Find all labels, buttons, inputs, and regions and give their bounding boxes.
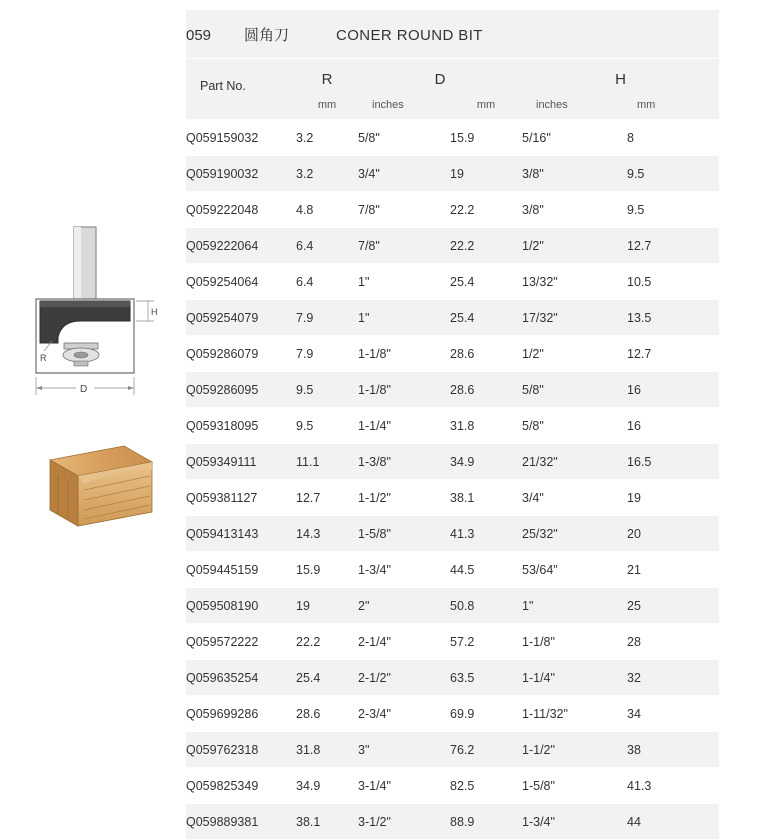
table-row[interactable] xyxy=(186,264,719,300)
cell-part-no: Q059762318 xyxy=(186,732,296,768)
cell-r-mm: 7.9 xyxy=(296,336,358,372)
cell-h-mm: 12.7 xyxy=(627,228,719,264)
cell-d-mm: 38.1 xyxy=(450,480,522,516)
cell-d-inches: 3" xyxy=(358,732,450,768)
cell-h-mm: 19 xyxy=(627,480,719,516)
cell-h-inches: 3/8" xyxy=(522,192,627,228)
cell-h-inches: 1-11/32" xyxy=(522,696,627,732)
cell-part-no: Q059349111 xyxy=(186,444,296,480)
cell-part-no: Q059635254 xyxy=(186,660,296,696)
table-row[interactable] xyxy=(186,804,719,840)
table-row[interactable] xyxy=(186,660,719,696)
header-h-mm: mm xyxy=(637,99,656,111)
cell-part-no: Q059254064 xyxy=(186,264,296,300)
cell-d-inches: 1-1/4" xyxy=(358,408,450,444)
cell-d-mm: 22.2 xyxy=(450,192,522,228)
cell-d-inches: 1-1/8" xyxy=(358,372,450,408)
cell-r-mm: 34.9 xyxy=(296,768,358,804)
cell-d-mm: 28.6 xyxy=(450,372,522,408)
header-d-inches: inches xyxy=(372,99,404,111)
cell-h-inches: 1-5/8" xyxy=(522,768,627,804)
cell-d-inches: 7/8" xyxy=(358,192,450,228)
cell-h-inches: 21/32" xyxy=(522,444,627,480)
cell-r-mm: 25.4 xyxy=(296,660,358,696)
header-part-no-cell xyxy=(186,59,296,120)
cell-part-no: Q059381127 xyxy=(186,480,296,516)
cell-d-inches: 1" xyxy=(358,300,450,336)
table-row[interactable] xyxy=(186,588,719,624)
cell-d-mm: 76.2 xyxy=(450,732,522,768)
cell-h-inches: 1" xyxy=(522,588,627,624)
svg-text:H: H xyxy=(151,307,158,317)
cell-h-inches: 1/2" xyxy=(522,228,627,264)
cell-part-no: Q059254079 xyxy=(186,300,296,336)
table-row[interactable] xyxy=(186,228,719,264)
table-row[interactable] xyxy=(186,120,719,156)
cell-d-inches: 2-1/2" xyxy=(358,660,450,696)
cell-r-mm: 11.1 xyxy=(296,444,358,480)
header-r-mm: mm xyxy=(317,99,337,111)
cell-h-inches: 53/64" xyxy=(522,552,627,588)
cell-d-inches: 1-3/8" xyxy=(358,444,450,480)
table-row[interactable] xyxy=(186,372,719,408)
cell-r-mm: 6.4 xyxy=(296,264,358,300)
table-row[interactable] xyxy=(186,516,719,552)
cell-d-mm: 50.8 xyxy=(450,588,522,624)
cell-h-mm: 10.5 xyxy=(627,264,719,300)
cell-h-mm: 38 xyxy=(627,732,719,768)
cell-part-no: Q059699286 xyxy=(186,696,296,732)
cell-r-mm: 15.9 xyxy=(296,552,358,588)
cell-h-mm: 25 xyxy=(627,588,719,624)
table-row[interactable] xyxy=(186,192,719,228)
cell-r-mm: 9.5 xyxy=(296,408,358,444)
product-name-en: CONER ROUND BIT xyxy=(336,26,483,44)
cell-d-mm: 28.6 xyxy=(450,336,522,372)
cell-d-inches: 1" xyxy=(358,264,450,300)
cell-h-inches: 1-1/2" xyxy=(522,732,627,768)
header-h: H xyxy=(615,71,626,88)
cell-part-no: Q059889381 xyxy=(186,804,296,840)
cell-part-no: Q059572222 xyxy=(186,624,296,660)
cell-d-mm: 34.9 xyxy=(450,444,522,480)
cell-h-mm: 41.3 xyxy=(627,768,719,804)
table-row[interactable] xyxy=(186,336,719,372)
cell-h-inches: 1/2" xyxy=(522,336,627,372)
cell-d-inches: 3/4" xyxy=(358,156,450,192)
header-part-no: Part No. xyxy=(200,79,246,93)
table-row[interactable] xyxy=(186,624,719,660)
cell-r-mm: 22.2 xyxy=(296,624,358,660)
cell-part-no: Q059190032 xyxy=(186,156,296,192)
cell-d-mm: 25.4 xyxy=(450,264,522,300)
cell-h-mm: 16.5 xyxy=(627,444,719,480)
cell-h-inches: 3/8" xyxy=(522,156,627,192)
cell-h-inches: 1-1/4" xyxy=(522,660,627,696)
cell-part-no: Q059286095 xyxy=(186,372,296,408)
cell-r-mm: 7.9 xyxy=(296,300,358,336)
cell-d-inches: 1-3/4" xyxy=(358,552,450,588)
cell-h-inches: 17/32" xyxy=(522,300,627,336)
table-row[interactable] xyxy=(186,156,719,192)
cell-d-mm: 44.5 xyxy=(450,552,522,588)
cell-r-mm: 31.8 xyxy=(296,732,358,768)
product-code: 059 xyxy=(186,26,212,44)
cell-d-mm: 22.2 xyxy=(450,228,522,264)
cell-d-mm: 69.9 xyxy=(450,696,522,732)
cell-r-mm: 19 xyxy=(296,588,358,624)
cell-d-inches: 2" xyxy=(358,588,450,624)
cell-h-mm: 9.5 xyxy=(627,192,719,228)
cell-h-mm: 32 xyxy=(627,660,719,696)
router-bit-diagram xyxy=(14,225,174,405)
header-r: R xyxy=(321,71,333,88)
cell-h-mm: 44 xyxy=(627,804,719,840)
cell-h-mm: 16 xyxy=(627,408,719,444)
table-row[interactable] xyxy=(186,444,719,480)
cell-h-mm: 28 xyxy=(627,624,719,660)
cell-h-inches: 5/8" xyxy=(522,372,627,408)
cell-part-no: Q059159032 xyxy=(186,120,296,156)
cell-part-no: Q059222064 xyxy=(186,228,296,264)
cell-h-mm: 16 xyxy=(627,372,719,408)
table-row[interactable] xyxy=(186,768,719,804)
cell-h-inches: 13/32" xyxy=(522,264,627,300)
illustration-column xyxy=(0,0,186,820)
svg-text:R: R xyxy=(40,353,47,363)
table-row[interactable] xyxy=(186,552,719,588)
cell-d-mm: 31.8 xyxy=(450,408,522,444)
svg-text:D: D xyxy=(80,384,88,395)
cell-d-inches: 3-1/2" xyxy=(358,804,450,840)
cell-d-inches: 5/8" xyxy=(358,120,450,156)
cell-part-no: Q059445159 xyxy=(186,552,296,588)
wood-profile-illustration xyxy=(28,440,168,540)
header-h-inches: inches xyxy=(536,99,568,111)
cell-h-mm: 21 xyxy=(627,552,719,588)
header-r-cell xyxy=(296,59,358,120)
cell-d-inches: 7/8" xyxy=(358,228,450,264)
cell-r-mm: 3.2 xyxy=(296,120,358,156)
cell-h-inches: 1-1/8" xyxy=(522,624,627,660)
cell-d-mm: 63.5 xyxy=(450,660,522,696)
cell-r-mm: 9.5 xyxy=(296,372,358,408)
table-header-row xyxy=(186,59,719,120)
cell-d-inches: 2-1/4" xyxy=(358,624,450,660)
cell-d-inches: 3-1/4" xyxy=(358,768,450,804)
table-row[interactable] xyxy=(186,300,719,336)
cell-r-mm: 12.7 xyxy=(296,480,358,516)
cell-part-no: Q059286079 xyxy=(186,336,296,372)
table-row[interactable] xyxy=(186,408,719,444)
spec-table xyxy=(186,10,719,840)
cell-d-inches: 1-1/8" xyxy=(358,336,450,372)
header-d-mm: mm xyxy=(476,99,496,111)
table-row[interactable] xyxy=(186,732,719,768)
table-row[interactable] xyxy=(186,480,719,516)
cell-h-mm: 12.7 xyxy=(627,336,719,372)
cell-r-mm: 38.1 xyxy=(296,804,358,840)
cell-h-mm: 20 xyxy=(627,516,719,552)
cell-h-mm: 13.5 xyxy=(627,300,719,336)
cell-h-inches: 25/32" xyxy=(522,516,627,552)
header-d-cell xyxy=(358,59,522,120)
cell-h-inches: 5/16" xyxy=(522,120,627,156)
cell-r-mm: 28.6 xyxy=(296,696,358,732)
cell-part-no: Q059825349 xyxy=(186,768,296,804)
cell-d-mm: 15.9 xyxy=(450,120,522,156)
cell-h-mm: 8 xyxy=(627,120,719,156)
cell-part-no: Q059413143 xyxy=(186,516,296,552)
cell-h-inches: 3/4" xyxy=(522,480,627,516)
cell-r-mm: 4.8 xyxy=(296,192,358,228)
cell-d-mm: 25.4 xyxy=(450,300,522,336)
cell-r-mm: 3.2 xyxy=(296,156,358,192)
cell-h-inches: 1-3/4" xyxy=(522,804,627,840)
header-d: D xyxy=(434,71,446,88)
spec-table-container xyxy=(186,10,719,840)
cell-d-mm: 88.9 xyxy=(450,804,522,840)
cell-d-mm: 19 xyxy=(450,156,522,192)
cell-d-inches: 2-3/4" xyxy=(358,696,450,732)
cell-h-mm: 34 xyxy=(627,696,719,732)
table-row[interactable] xyxy=(186,696,719,732)
cell-r-mm: 6.4 xyxy=(296,228,358,264)
cell-h-inches: 5/8" xyxy=(522,408,627,444)
cell-d-mm: 41.3 xyxy=(450,516,522,552)
cell-d-inches: 1-5/8" xyxy=(358,516,450,552)
header-h-cell xyxy=(522,59,719,120)
cell-part-no: Q059318095 xyxy=(186,408,296,444)
table-title-row xyxy=(186,10,719,59)
product-name-cn: 圆角刀 xyxy=(244,26,290,44)
cell-d-mm: 82.5 xyxy=(450,768,522,804)
cell-part-no: Q059222048 xyxy=(186,192,296,228)
cell-r-mm: 14.3 xyxy=(296,516,358,552)
cell-part-no: Q059508190 xyxy=(186,588,296,624)
cell-d-mm: 57.2 xyxy=(450,624,522,660)
cell-d-inches: 1-1/2" xyxy=(358,480,450,516)
table-title-cell xyxy=(186,10,719,59)
cell-h-mm: 9.5 xyxy=(627,156,719,192)
